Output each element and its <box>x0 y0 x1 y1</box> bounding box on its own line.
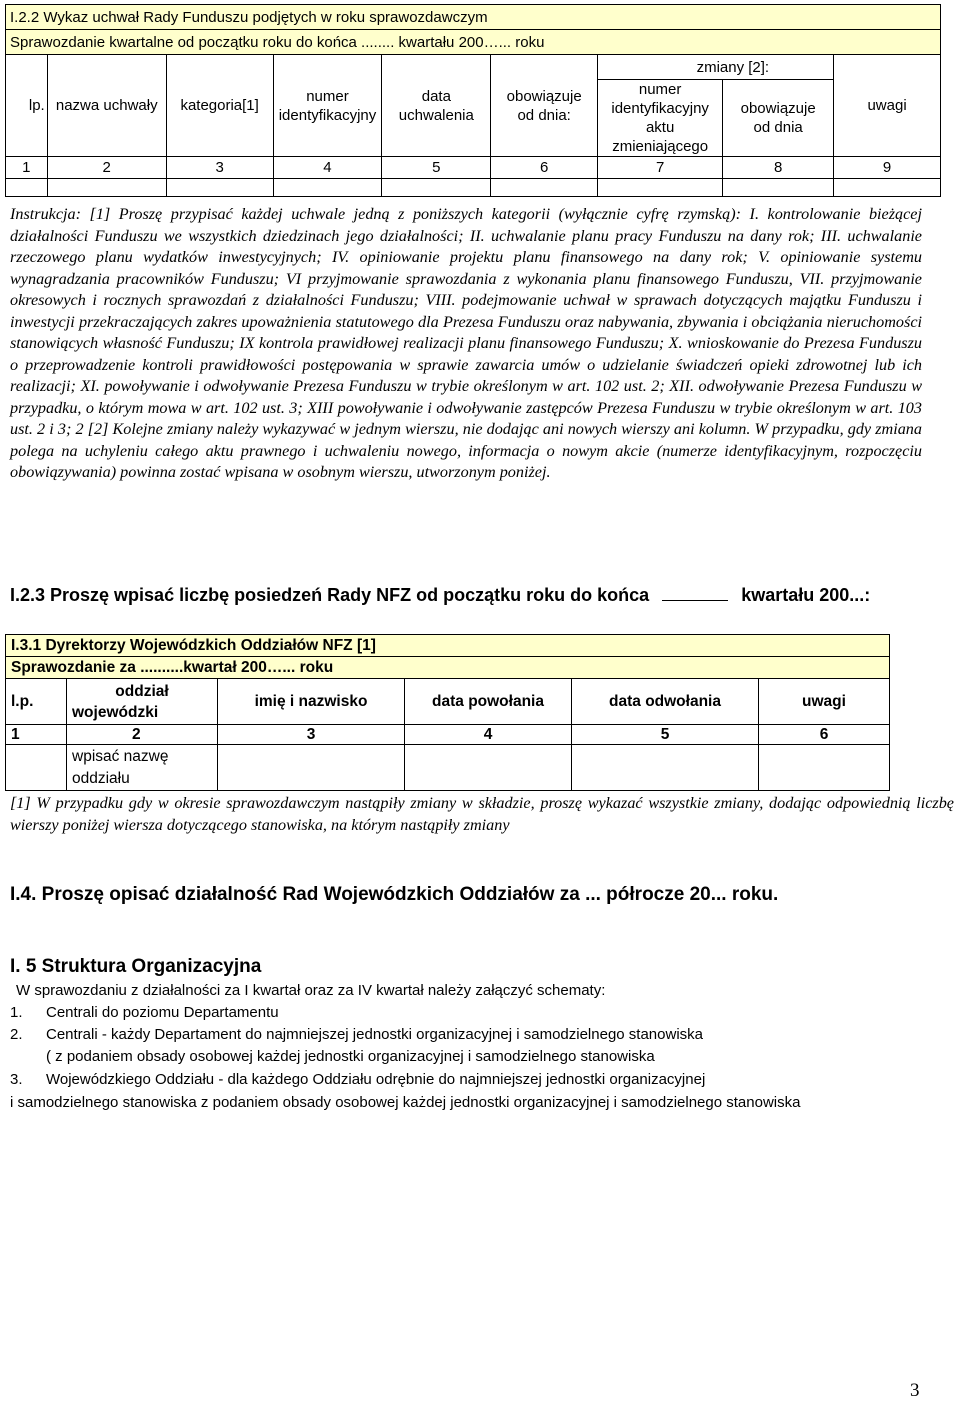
resolutions-table <box>5 4 941 197</box>
table-row: 1 2 3 4 5 6 <box>6 725 890 745</box>
section-15-intro: W sprawozdaniu z działalności za I kwartał oraz za IV kwartał należy załączyć schematy: <box>16 982 606 999</box>
col-name: nazwa uchwały <box>47 55 166 157</box>
table-row: 1 2 3 4 5 6 7 8 9 <box>6 157 941 179</box>
instruction-text: Instrukcja: [1] Proszę przypisać każdej uchwale jedną z poniższych kategorii (wyłącznie cyfrę rzymską): I. kontrolowanie bieżącej działalności Funduszu we wszystkich dziedzinach jego działalności; II. uchwalanie planu pracy Funduszu na dany rok; III. uchwalanie rzeczowego planu wydatków inwestycyjnych; IV. opiniowanie projektu planu finansowego na dany rok; V. opiniowanie systemu wynagradzania pracowników Funduszu; VI przyjmowanie sprawozdania z wykonania planu finansowego Funduszu, VII. przyjmowanie okresowych i rocznych sprawozdań z działalności Funduszu; VIII. podejmowanie uchwał w sprawach dotyczących majątku Funduszu i inwestycji przekraczających zakres upoważnienia statutowego dla Prezesa Funduszu oraz nabywania, zbywania i obciążania nieruchomości stanowiących własność Funduszu; IX kontrola prawidłowej realizacji planu finansowego Funduszu; X. wnioskowanie do Prezesa Funduszu o przeprowadzenie kontroli prawidłowości postępowania w sprawie zawarcia umów o udzielanie świadczeń opieki zdrowotnej lub ich realizacji; XI. powoływanie i odwoływanie Prezesa Funduszu w trybie określonym w art. 102 ust. 2; XII. odwoływanie Prezesa Funduszu w przypadku, o którym mowa w art. 102 ust. 3; XIII powoływanie i odwoływanie zastępców Prezesa Funduszu w trybie określonym w art. 103 ust. 2 i 3; 2 [2] Kolejne zmiany należy wykazywać w jednym wierszu, nie dodając ani nowych wierszy ani kolumn. W przypadku, gdy zmiana polega na uchyleniu całego aktu prawnego i uchwaleniu nowego, informacja o nowym akcie (numerze identyfikacyjnym, rozpoczęciu obowiązywania) powinna zostać wpisana w osobnym wierszu, utworzonym poniżej. <box>10 205 922 481</box>
list-item: 3. Wojewódzkiego Oddziału - dla każdego Oddziału odrębnie do najmniejszej jednostki organizacyjnej <box>10 1071 706 1088</box>
section-14: I.4. Proszę opisać działalność Rad Wojewódzkich Oddziałów za ... półrocze 20... roku. <box>10 884 779 905</box>
section-15-title: I. 5 Struktura Organizacyjna <box>10 956 262 977</box>
section-subtitle: Sprawozdanie kwartalne od początku roku do końca ........ kwartału 200…... roku <box>6 30 941 55</box>
col-notes: uwagi <box>834 55 941 157</box>
directors-table <box>5 634 890 791</box>
directors-subtitle: Sprawozdanie za ..........kwartał 200…... roku <box>6 657 890 679</box>
col-name: imię i nazwisko <box>218 679 405 725</box>
col-change-id: numer identyfikacyjny aktu zmieniającego <box>598 80 723 157</box>
col-category: kategoria[1] <box>166 55 273 157</box>
directors-title: I.3.1 Dyrektorzy Wojewódzkich Oddziałów NFZ [1] <box>6 635 890 657</box>
section-123: I.2.3 Proszę wpisać liczbę posiedzeń Rady NFZ od początku roku do końca kwartału 200...: <box>10 585 871 605</box>
col-lp: lp. <box>6 55 48 157</box>
col-id: numer identyfikacyjny <box>273 55 382 157</box>
col-date: data uchwalenia <box>382 55 491 157</box>
col-valid: obowiązuje od dnia: <box>491 55 598 157</box>
answer-blank[interactable] <box>662 600 728 601</box>
col-appointed: data powołania <box>405 679 572 725</box>
col-lp: l.p. <box>6 679 67 725</box>
list-item-continuation: i samodzielnego stanowiska z podaniem obsady osobowej każdej jednostki organizacyjnej i samodzielnego stanowiska <box>10 1094 801 1111</box>
section-title: I.2.2 Wykaz uchwał Rady Funduszu podjętych w roku sprawozdawczym <box>6 5 941 30</box>
list-item: 2. Centrali - każdy Departament do najmniejszej jednostki organizacyjnej i samodzielnego stanowiska <box>10 1026 703 1043</box>
col-branch: oddział wojewódzki <box>67 679 218 725</box>
col-change-valid: obowiązuje od dnia <box>723 80 834 157</box>
list-item: 1. Centrali do poziomu Departamentu <box>10 1004 279 1021</box>
list-item-continuation: ( z podaniem obsady osobowej każdej jednostki organizacyjnej i samodzielnego stanowiska <box>46 1048 655 1065</box>
col-notes: uwagi <box>759 679 890 725</box>
footnote: [1] W przypadku gdy w okresie sprawozdawczym nastąpiły zmiany w składzie, proszę wykazać wszystkie zmiany, dodając odpowiednią liczbę wierszy poniżej wiersza dotyczącego stanowiska, na którym nastąpiły zmiany <box>10 794 954 834</box>
changes-header: zmiany [2]: <box>598 55 834 80</box>
table-row: wpisać nazwę oddziału <box>6 745 890 791</box>
page-number: 3 <box>910 1380 920 1401</box>
table-row <box>6 179 941 197</box>
col-dismissed: data odwołania <box>572 679 759 725</box>
